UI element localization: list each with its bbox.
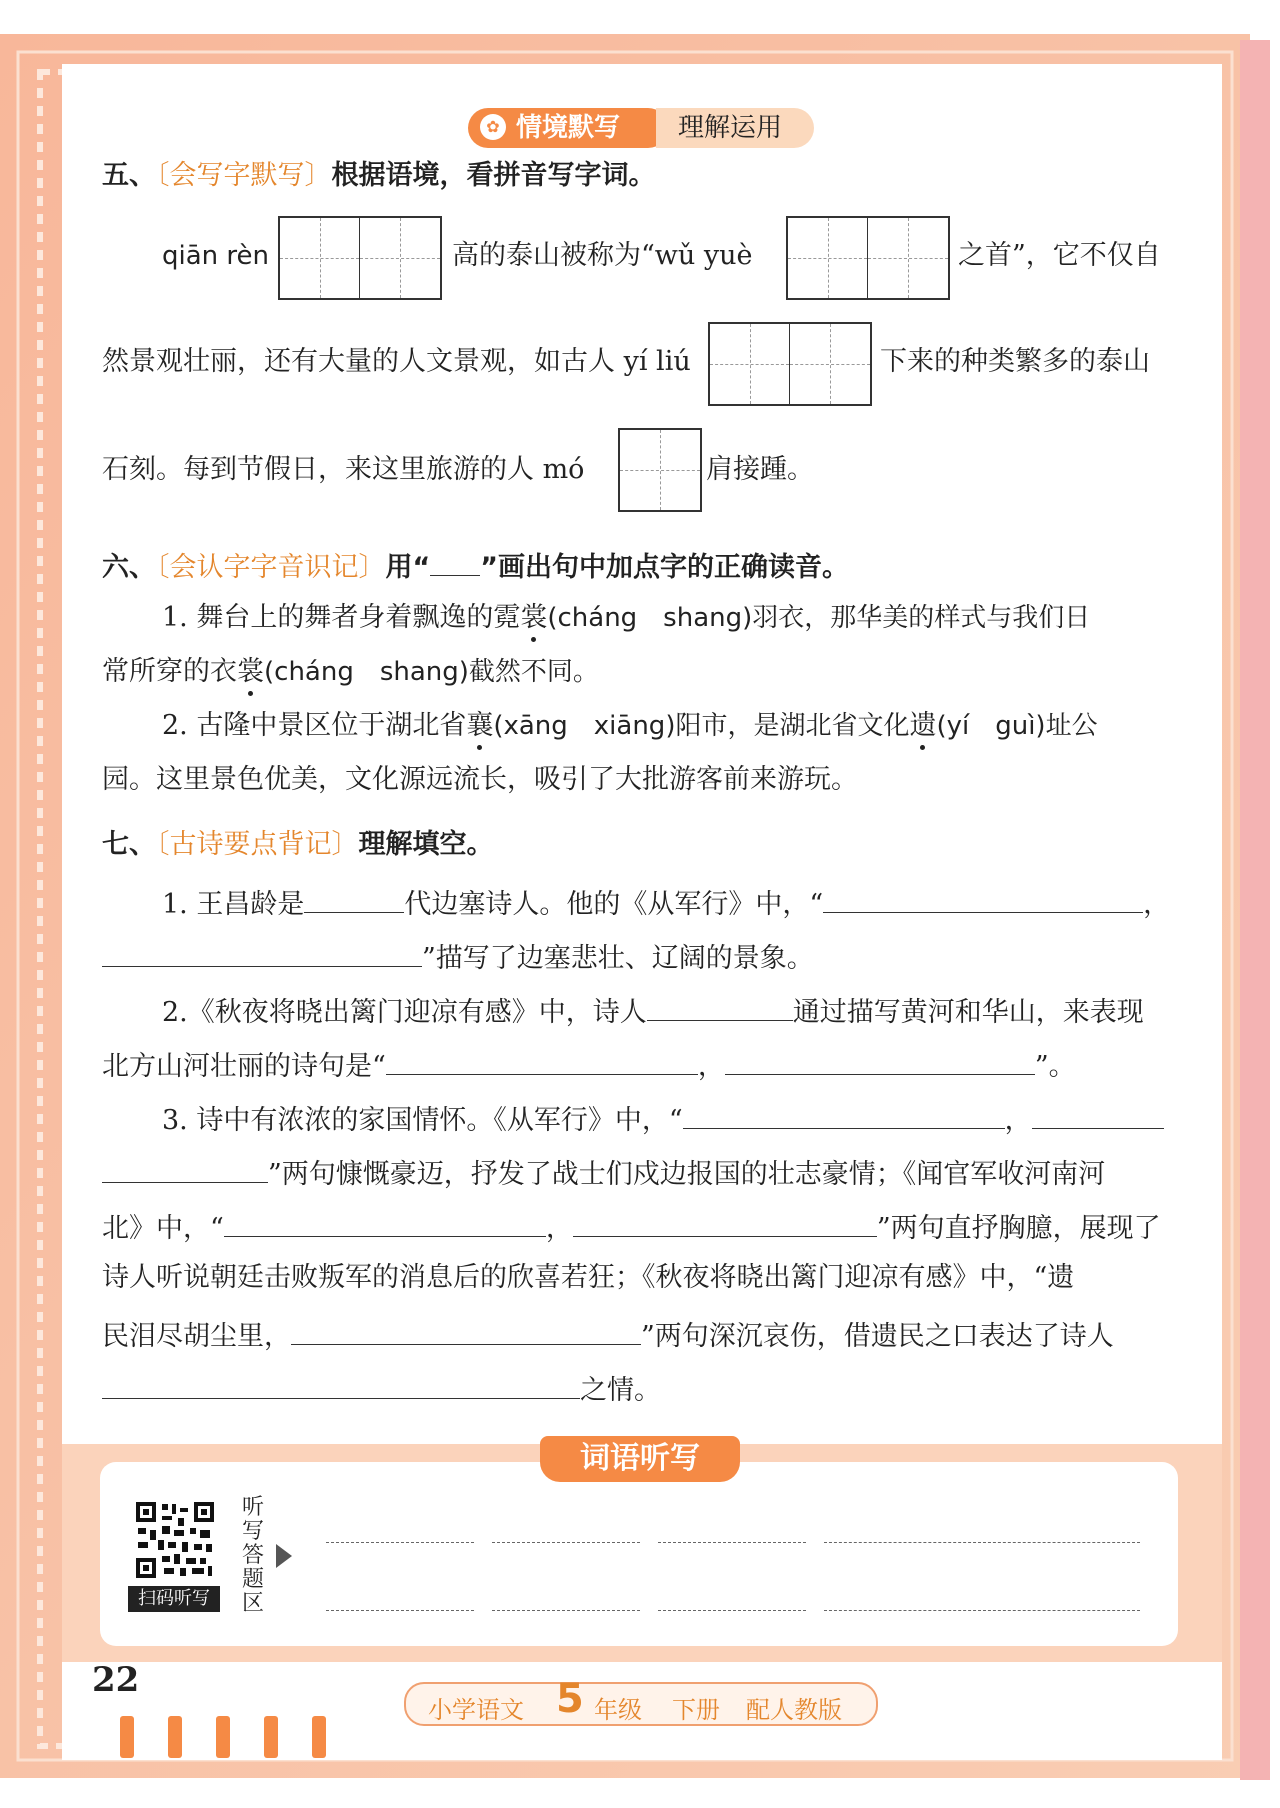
footer-edition: 配人教版 — [746, 1696, 842, 1724]
answer-area-label — [242, 1496, 268, 1616]
s5-text4: 下来的种类繁多的泰山 — [880, 346, 1150, 377]
s7-q2-c: 北方山河壮丽的诗句是“ — [102, 1051, 386, 1082]
decor-mark — [312, 1716, 326, 1758]
s6-q1-a: 1. 舞台上的舞者身着飘逸的霓 — [162, 602, 521, 633]
s7-q3-i: ”两句深沉哀伤，借遗民之口表达了诗人 — [641, 1321, 1114, 1352]
s7-q3-line5 — [102, 1314, 1114, 1355]
s5-text3: 然景观壮丽，还有大量的人文景观，如古人 yí liú — [102, 346, 691, 377]
dictation-line[interactable] — [326, 1610, 474, 1611]
s6-q1-line2 — [102, 654, 599, 690]
answer-area-label-text: 听写答题区 — [242, 1495, 265, 1616]
section5-number: 五、 — [102, 160, 156, 191]
page-number — [92, 1660, 139, 1700]
qr-label — [128, 1586, 220, 1612]
section7-number: 七、 — [102, 829, 156, 860]
blank-q3-e[interactable] — [291, 1314, 641, 1345]
dictation-line[interactable] — [658, 1542, 806, 1543]
medal-icon: ✿ — [480, 114, 506, 140]
s7-q3-line2 — [102, 1152, 1105, 1193]
writing-grid-mo[interactable] — [618, 428, 702, 512]
s7-q2-line1 — [162, 990, 1144, 1031]
dictation-title-pill — [540, 1436, 740, 1482]
s7-q1-d: ”描写了边塞悲壮、辽阔的景象。 — [422, 943, 814, 974]
s6-q2-c[interactable]: (yí guì)址公 — [936, 711, 1098, 741]
writing-grid-wuyue[interactable] — [786, 216, 950, 300]
s7-q3-line6 — [102, 1368, 661, 1409]
s7-q3-b: ， — [1004, 1105, 1032, 1136]
dictation-title: 词语听写 — [580, 1441, 700, 1476]
s7-q2-e: ”。 — [1034, 1051, 1076, 1082]
footer-decoration — [120, 1716, 380, 1772]
s5-line2b — [880, 344, 1150, 380]
s7-q2-b: 通过描写黄河和华山，来表现 — [792, 997, 1144, 1028]
s7-q1-line2 — [102, 936, 814, 977]
arrow-right-icon — [276, 1544, 292, 1568]
footer-grade-number: 5 — [556, 1676, 584, 1722]
s5-text6: 肩接踵。 — [706, 454, 814, 485]
s7-q3-line4 — [102, 1260, 1074, 1296]
qr-code-icon[interactable] — [134, 1500, 216, 1580]
blank-q1-line2[interactable] — [102, 936, 422, 967]
page-right-edge — [1240, 40, 1270, 1780]
s6-q2-line2 — [102, 762, 858, 798]
s6-q1-b[interactable]: (cháng shang)羽衣，那华美的样式与我们日 — [547, 603, 1091, 633]
s6-q1-c: 常所穿的衣 — [102, 656, 237, 687]
section6-instr-b: ”画出句中加点字的正确读音。 — [480, 552, 849, 583]
s5-line2 — [102, 344, 691, 380]
s6-q2-line1 — [162, 708, 1098, 744]
blank-q3-c[interactable] — [224, 1206, 546, 1237]
s7-q3-a: 3. 诗中有浓浓的家国情怀。《从军行》中，“ — [162, 1105, 683, 1136]
footer-subject: 小学语文 — [428, 1696, 524, 1724]
footer-book-info — [404, 1676, 878, 1726]
s5-text5: 石刻。每到节假日，来这里旅游的人 mó — [102, 454, 585, 485]
s5-line1b — [452, 238, 753, 274]
pinyin-qianren: qiān rèn — [162, 241, 269, 271]
blank-q3-b-cont[interactable] — [102, 1152, 268, 1183]
dictation-line[interactable] — [492, 1542, 640, 1543]
s6-q1-d[interactable]: (cháng shang)截然不同。 — [264, 657, 599, 687]
badge-right — [656, 108, 814, 148]
s7-q3-f: ”两句直抒胸臆，展现了 — [876, 1213, 1161, 1244]
s5-text2: 之首”，它不仅自 — [958, 240, 1161, 271]
decor-mark — [168, 1716, 182, 1758]
section6-instr-a: 用“ — [385, 552, 431, 583]
section5-tag: 〔会写字默写〕 — [156, 160, 332, 191]
s7-q3-h: 民泪尽胡尘里， — [102, 1321, 291, 1352]
s7-q3-j: 之情。 — [580, 1375, 661, 1406]
badge-left-label: 情境默写 — [516, 113, 621, 143]
section5-instruction: 根据语境，看拼音写字词。 — [331, 160, 656, 191]
s7-q2-a: 2.《秋夜将晓出篱门迎凉有感》中，诗人 — [162, 997, 647, 1028]
s7-q3-line3 — [102, 1206, 1161, 1247]
page-number-text: 22 — [92, 1660, 140, 1700]
dotted-char-shang2: 裳 — [237, 654, 264, 690]
blank-q3-b[interactable] — [1032, 1098, 1164, 1129]
s7-q1-c: ， — [1143, 889, 1171, 920]
s5-text1: 高的泰山被称为“wǔ yuè — [452, 240, 753, 271]
s7-q3-line1 — [162, 1098, 1164, 1139]
s5-line3b — [706, 452, 814, 488]
blank-q3-d[interactable] — [573, 1206, 877, 1237]
dotted-char-shang1: 裳 — [520, 600, 547, 636]
s6-q2-d: 园。这里景色优美，文化源远流长，吸引了大批游客前来游玩。 — [102, 764, 858, 795]
blank-poet[interactable] — [647, 990, 793, 1021]
dictation-line[interactable] — [492, 1610, 640, 1611]
decor-mark — [216, 1716, 230, 1758]
blank-q1-line1[interactable] — [823, 882, 1143, 913]
s6-q2-a: 2. 古隆中景区位于湖北省 — [162, 710, 467, 741]
dictation-line[interactable] — [326, 1542, 474, 1543]
dictation-line[interactable] — [658, 1610, 806, 1611]
header-badge — [468, 108, 816, 148]
blank-q3-f[interactable] — [102, 1368, 580, 1399]
blank-dynasty[interactable] — [304, 882, 404, 913]
s7-q2-line2 — [102, 1044, 1076, 1085]
s7-q2-d: ， — [697, 1051, 725, 1082]
s5-line1 — [162, 238, 269, 274]
footer-volume: 下册 — [672, 1696, 720, 1724]
s5-line3 — [102, 452, 584, 488]
section7-heading — [102, 827, 494, 863]
s7-q3-c: ”两句慷慨豪迈，抒发了战士们戍边报国的壮志豪情；《闻官军收河南河 — [268, 1159, 1106, 1190]
s7-q1-a: 1. 王昌龄是 — [162, 889, 305, 920]
dictation-line[interactable] — [824, 1610, 1140, 1611]
blank-q3-a[interactable] — [683, 1098, 1005, 1129]
footer-grade: 年级 — [594, 1696, 642, 1724]
section7-tag: 〔古诗要点背记〕 — [156, 829, 359, 860]
section6-heading — [102, 545, 849, 586]
badge-right-label: 理解运用 — [678, 113, 783, 143]
s5-line1c — [958, 238, 1161, 274]
dotted-char-yi: 遗 — [909, 708, 936, 744]
decor-mark — [120, 1716, 134, 1758]
blank-q2-a[interactable] — [386, 1044, 698, 1075]
s6-q1-line1 — [162, 600, 1090, 636]
s7-q1-b: 代边塞诗人。他的《从军行》中，“ — [404, 889, 824, 920]
underline-sample — [430, 545, 480, 576]
s6-q2-b[interactable]: (xāng xiāng)阳市，是湖北省文化 — [493, 711, 910, 741]
s7-q1-line1 — [162, 882, 1170, 923]
s7-q3-g: 诗人听说朝廷击败叛军的消息后的欣喜若狂；《秋夜将晓出篱门迎凉有感》中，“遗 — [102, 1262, 1075, 1293]
section5-heading — [102, 158, 656, 194]
writing-grid-yiliu[interactable] — [708, 322, 872, 406]
dictation-line[interactable] — [824, 1542, 1140, 1543]
section6-number: 六、 — [102, 552, 156, 583]
blank-q2-b[interactable] — [725, 1044, 1035, 1075]
badge-left — [468, 108, 668, 148]
s7-q3-d: 北》中，“ — [102, 1213, 224, 1244]
section7-instruction: 理解填空。 — [358, 829, 494, 860]
writing-grid-qianren[interactable] — [278, 216, 442, 300]
decor-mark — [264, 1716, 278, 1758]
s7-q3-e: ， — [545, 1213, 573, 1244]
qr-label-text: 扫码听写 — [138, 1588, 210, 1609]
section6-tag: 〔会认字字音识记〕 — [156, 552, 386, 583]
dotted-char-xiang: 襄 — [466, 708, 493, 744]
